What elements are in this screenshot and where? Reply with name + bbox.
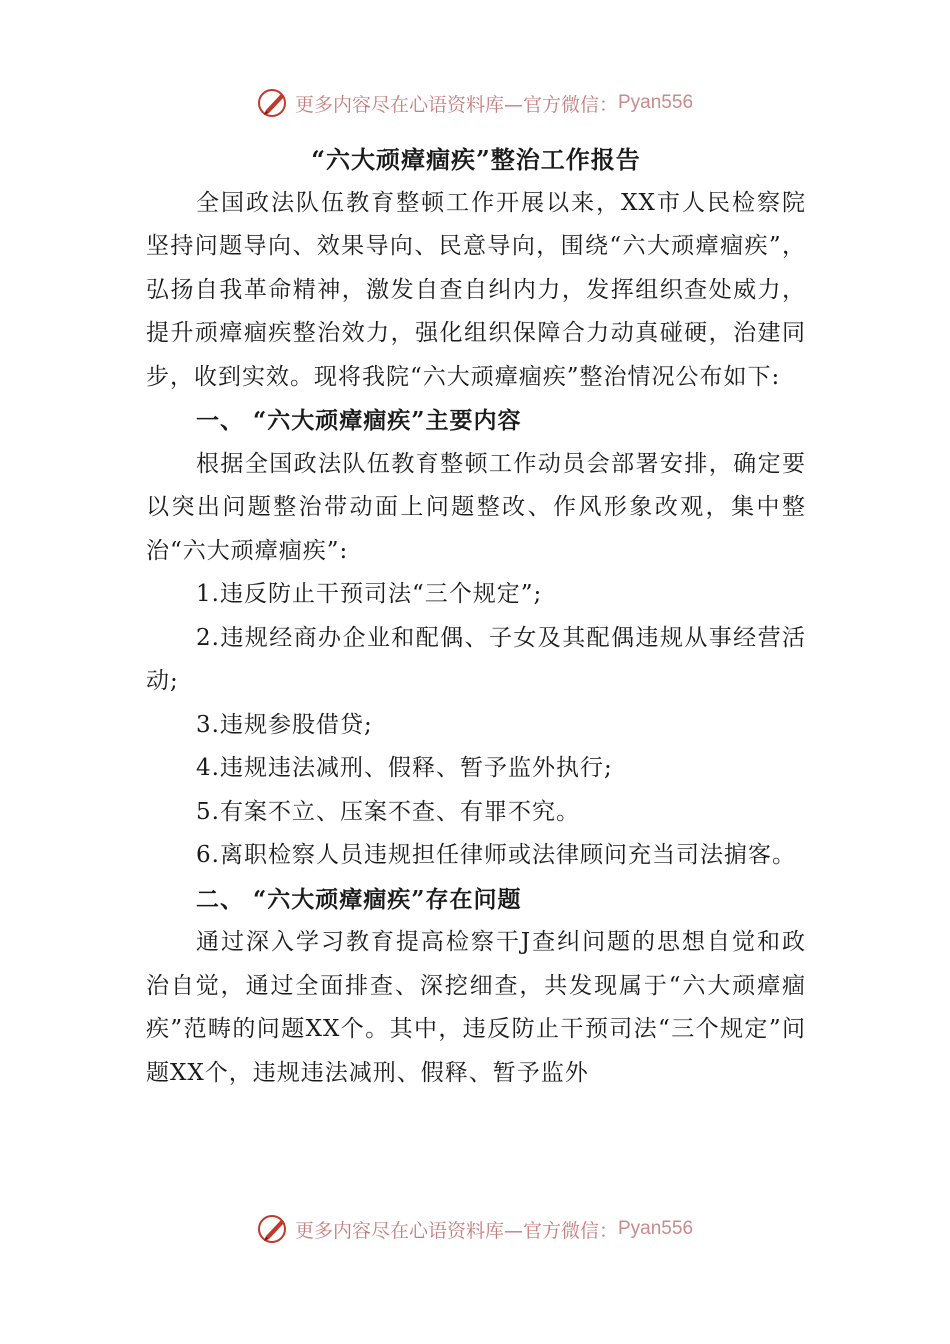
list-item: 2.违规经商办企业和配偶、子女及其配偶违规从事经营活动; — [146, 624, 806, 694]
watermark-text: 更多内容尽在心语资料库—官方微信： — [294, 93, 618, 116]
watermark-text: 更多内容尽在心语资料库—官方微信： — [294, 1219, 618, 1242]
intro-paragraph: 全国政法队伍教育整顿工作开展以来，XX市人民检察院坚持问题导向、效果导向、民意导向，围绕“六大顽瘴痼疾”，弘扬自我革命精神，激发自查自纠内力，发挥组织查处威力，提升顽瘴痼疾整治效力，强化组织保障合力动真碰硬，治建同步，收到实效。现将我院“六大顽瘴痼疾”整治情况公布如下: — [146, 189, 806, 390]
section-2-heading: 二、 “六大顽瘴痼疾”存在问题 — [196, 885, 522, 913]
watermark-handle: Pyan556 — [618, 1218, 694, 1239]
list-item: 1.违反防止干预司法“三个规定”; — [196, 581, 543, 607]
list-item: 3.违规参股借贷; — [196, 711, 373, 738]
watermark-handle: Pyan556 — [618, 92, 694, 113]
section-1-paragraph: 根据全国政法队伍教育整顿工作动员会部署安排，确定要以突出问题整治带动面上问题整改、作风形象改观，集中整治“六大顽瘴痼疾”: — [146, 450, 806, 564]
list-item: 5.有案不立、压案不查、有罪不究。 — [196, 798, 580, 825]
section-1-heading: 一、 “六大顽瘴痼疾”主要内容 — [196, 407, 522, 434]
pen-logo-icon — [257, 1212, 291, 1246]
document-title: “六大顽瘴痼疾”整治工作报告 — [311, 145, 641, 174]
watermark-header — [0, 78, 950, 128]
list-item: 6.离职检察人员违规担任律师或法律顾问充当司法掮客。 — [196, 842, 796, 868]
list-item: 4.违规违法减刑、假释、暂予监外执行; — [196, 755, 613, 781]
section-2-paragraph: 通过深入学习教育提高检察干J查纠问题的思想自觉和政治自觉，通过全面排查、深挖细查，共发现属于“六大顽瘴痼疾”范畴的问题XX个。其中，违反防止干预司法“三个规定”问题XX个，违规违法减刑、假释、暂予监外 — [146, 929, 806, 1086]
watermark-footer — [0, 1204, 950, 1254]
pen-logo-icon — [257, 86, 291, 120]
document-body — [146, 138, 806, 1095]
